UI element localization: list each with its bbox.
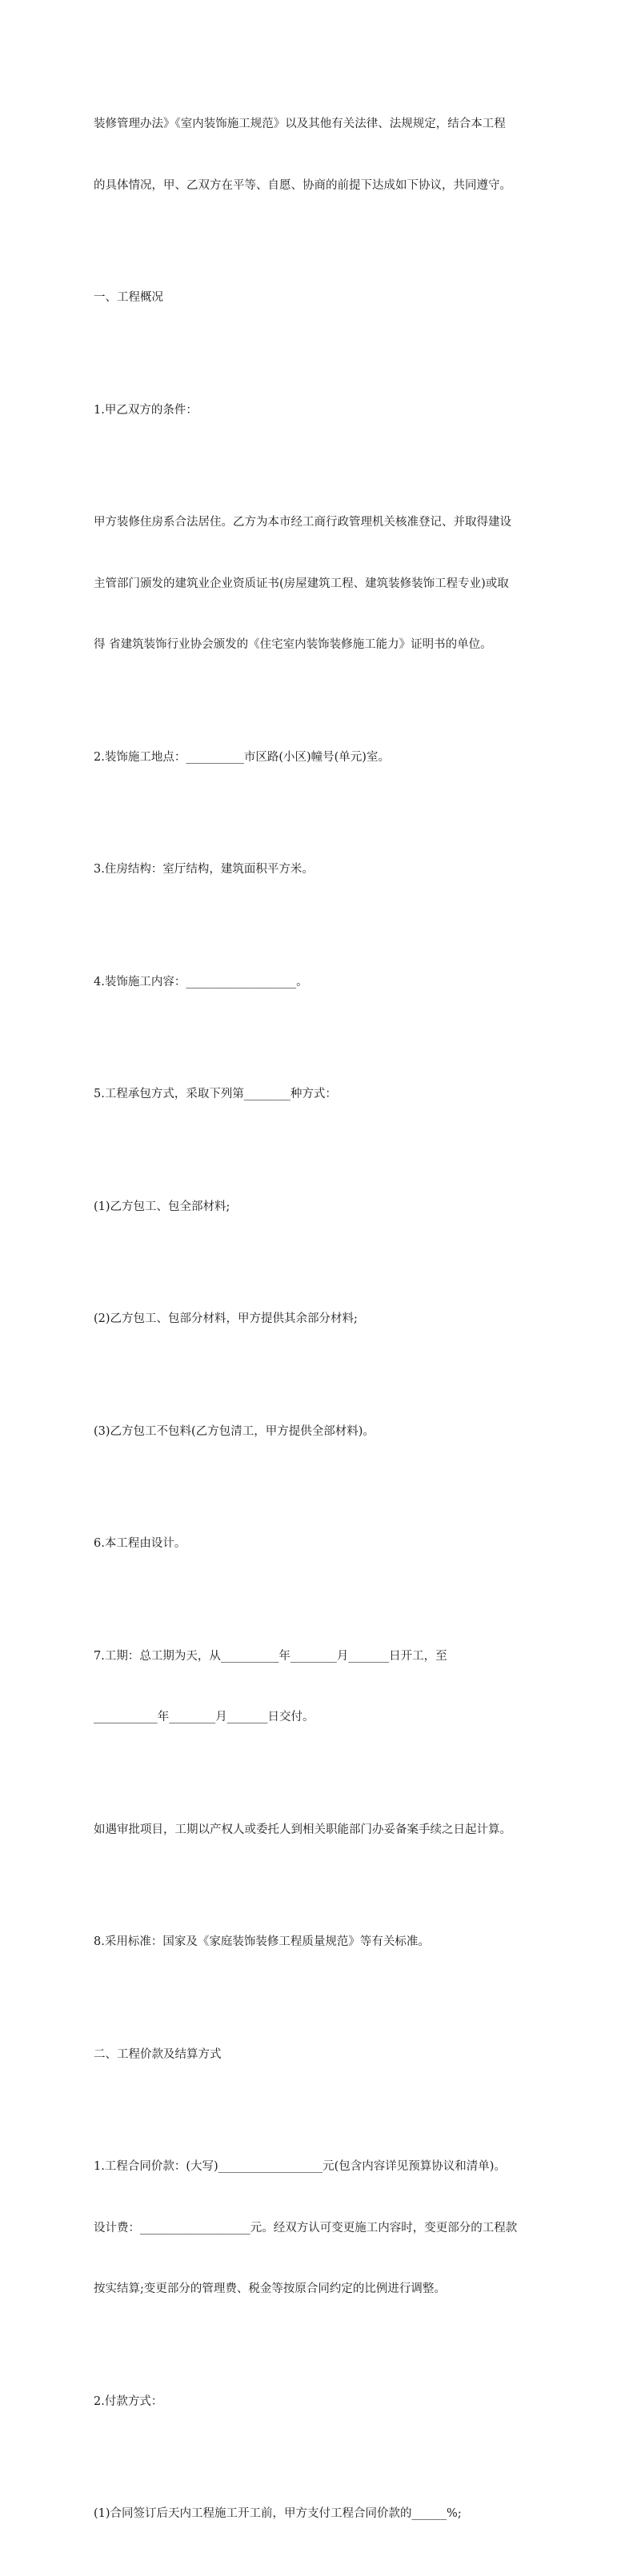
clause-paragraph [94, 707, 558, 809]
text-line: 甲方装修住房系合法居住。乙方为本市经工商行政管理机关核准登记、并取得建设 [94, 516, 511, 529]
section-heading [94, 247, 558, 349]
clause-heading [94, 360, 558, 462]
text-line: 按实结算;变更部分的管理费、税金等按原合同约定的比例进行调整。 [94, 2282, 446, 2295]
text-line: 主管部门颁发的建筑业企业资质证书(房屋建筑工程、建筑装修装饰工程专业)或取 [94, 577, 509, 590]
clause-paragraph [94, 1891, 558, 1994]
clause-paragraph [94, 819, 558, 921]
clause-heading [94, 2351, 558, 2454]
text-line: 2.付款方式： [94, 2394, 163, 2408]
text-line: (1)乙方包工、包全部材料; [94, 1200, 230, 1213]
option-item [94, 1156, 558, 1259]
text-line: 3.住房结构：室厅结构，建筑面积平方米。 [94, 863, 314, 876]
text-line: 6.本工程由设计。 [94, 1537, 186, 1550]
clause-paragraph [94, 472, 558, 697]
text-line: (2)乙方包工、包部分材料，甲方提供其余部分材料; [94, 1312, 358, 1325]
intro-paragraph [94, 74, 558, 237]
clause-paragraph [94, 2116, 558, 2341]
text-line: 5.工程承包方式，采取下列第________种方式： [94, 1088, 337, 1100]
option-item [94, 1268, 558, 1371]
document-page [94, 74, 558, 2576]
text-line: 一、工程概况 [94, 291, 163, 304]
clause-paragraph [94, 1606, 558, 1769]
text-line: 设计费：___________________元。经双方认可变更施工内容时，变更部分的工程款 [94, 2221, 518, 2235]
text-line: 如遇审批项目，工期以产权人或委托人到相关职能部门办妥备案手续之日起计算。 [94, 1823, 511, 1836]
text-line: 得 省建筑装饰行业协会颁发的《住宅室内装饰装修施工能力》证明书的单位。 [94, 638, 492, 651]
clause-paragraph [94, 1044, 558, 1146]
text-line: 装修管理办法》《室内装饰施工规范》以及其他有关法律、法规规定，结合本工程 [94, 118, 506, 130]
clause-paragraph [94, 1779, 558, 1882]
text-line: 4.装饰施工内容：___________________。 [94, 975, 308, 988]
clause-paragraph [94, 1493, 558, 1596]
text-line: (3)乙方包工不包料(乙方包清工，甲方提供全部材料)。 [94, 1424, 375, 1438]
option-item [94, 2463, 558, 2566]
text-line: 7.工期：总工期为天，从__________年________月_______日开工，至 [94, 1649, 447, 1663]
text-line: 8.采用标准：国家及《家庭装饰装修工程质量规范》等有关标准。 [94, 1935, 430, 1948]
text-line: 2.装饰施工地点：__________市区路(小区)幢号(单元)室。 [94, 750, 390, 764]
section-heading [94, 2004, 558, 2107]
text-line: 1.工程合同价款：(大写)__________________元(包含内容详见预算协议和清单)。 [94, 2160, 506, 2173]
text-line: 的具体情况，甲、乙双方在平等、自愿、协商的前提下达成如下协议，共同遵守。 [94, 178, 511, 192]
clause-paragraph [94, 932, 558, 1034]
text-line: 1.甲乙双方的条件： [94, 403, 198, 417]
option-item [94, 1381, 558, 1484]
text-line: 二、工程价款及结算方式 [94, 2047, 222, 2061]
text-line: (1)合同签订后天内工程施工开工前，甲方支付工程合同价款的______%; [94, 2507, 462, 2520]
text-line: ___________年________月_______日交付。 [94, 1711, 314, 1723]
